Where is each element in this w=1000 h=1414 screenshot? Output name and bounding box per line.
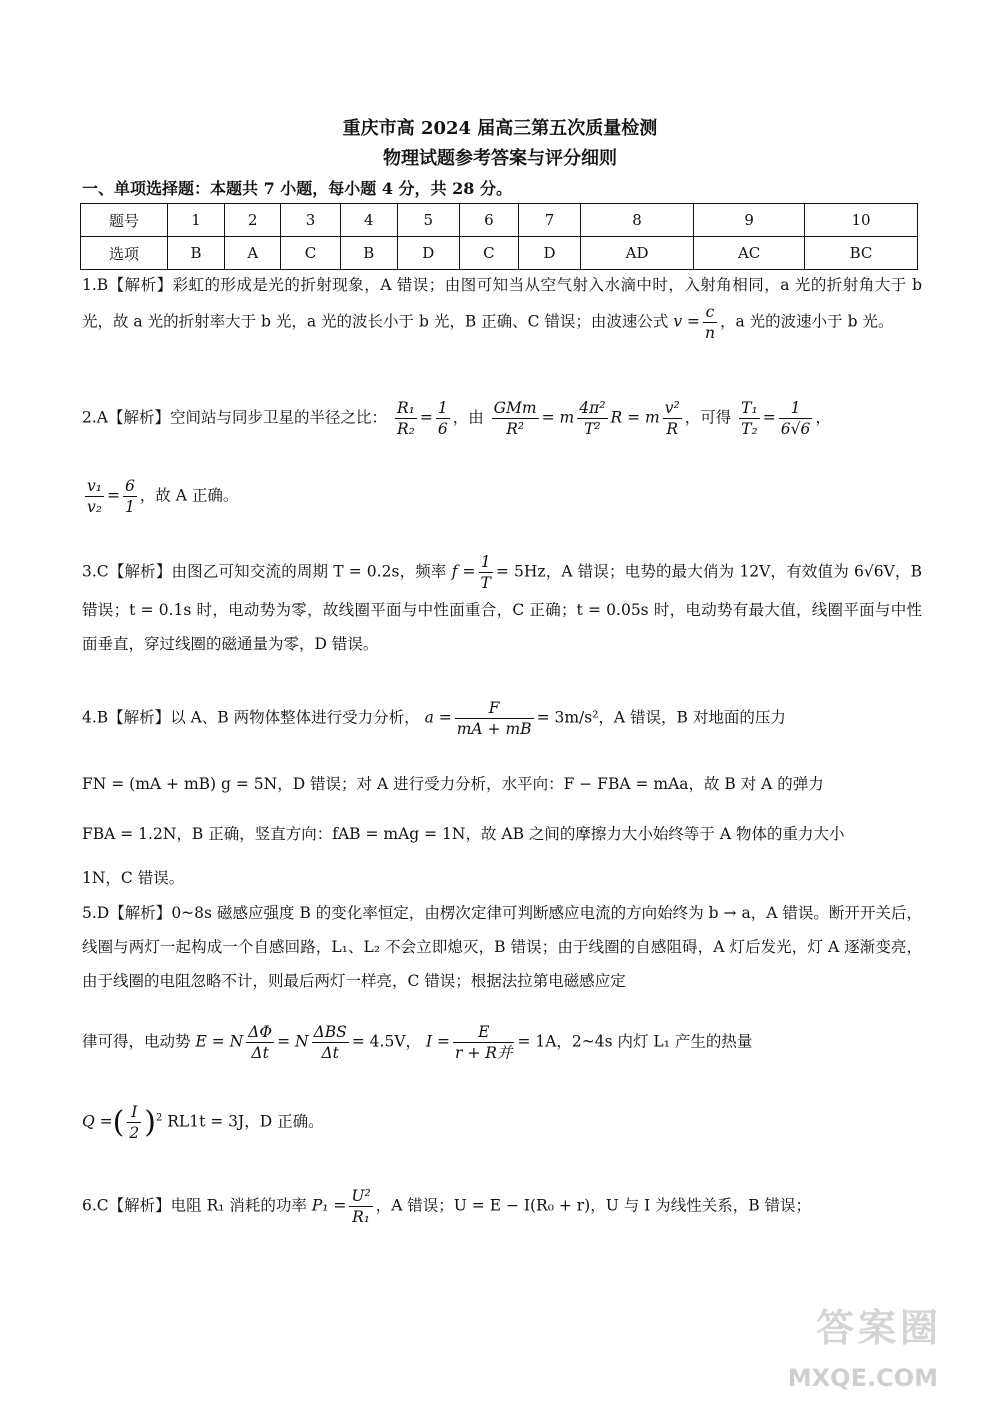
formula-fraction: $\frac{\text{U²}}{\text{R₁}}$ [351,1187,371,1226]
solution-q5: 5.D【解析】0~8s 磁感应强度 B 的变化率恒定，由楞次定律可判断感应电流的方向始终为 b → a，A 错误。断开开关后，线圈与两灯一起构成一个自感回路，L₁、L₂ 不会立即熄灭，B 错误；由于线圈的自感阻碍，A 灯后发光，灯 A 逐渐变亮，由于线圈的电阻忽略不计，则最后两灯一样亮，C 错误；根据法拉第电磁感应定 [82,904,922,990]
table-cell: D [519,237,581,270]
solution-q4: 4.B【解析】以 A、B 两物体整体进行受力分析， a = $\frac{F}{mA + mB}$ = 3m/s²，A 错误，B 对地面的压力 [82,699,786,738]
table-cell: 3 [281,204,340,237]
section-heading: 一、单项选择题：本题共 7 小题，每小题 4 分，共 28 分。 [82,179,512,198]
table-cell: 8 [580,204,693,237]
table-cell: C [281,237,340,270]
table-cell: AD [580,237,693,270]
solution-q4-line4: 1N，C 错误。 [82,869,185,887]
table-cell: 4 [340,204,397,237]
table-cell: C [459,237,518,270]
page-title: 重庆市高 2024 届高三第五次质量检测 [342,118,658,139]
formula-fraction: $\frac{c}{n}$ [705,303,716,342]
table-cell: 2 [225,204,281,237]
formula-fraction: $\frac{\text{R₁}}{\text{R₂}}$ [396,399,415,438]
watermark-logo: 答案圈 [815,1305,942,1350]
solution-label: 5.D【解析】 [82,904,172,922]
formula-fraction: E r + R并 [455,1023,513,1062]
formula-fraction: $\frac{1}{6√6}$ [780,399,811,438]
row-header: 选项 [81,237,168,270]
solution-q1: 1.B【解析】彩虹的形成是光的折射现象，A 错误；由图可知当从空气射入水滴中时，入射角相同，a 光的折射角大于 b 光，故 a 光的折射率大于 b 光，a 光的波长小于 b 光，B 正确、C 错误；由波速公式 v = $\frac{c}{n}$ ，a 光的波速小于 b 光。 [82,276,922,342]
formula-fraction: $\frac{\text{4π²}}{\text{T²}}$ [579,399,606,438]
solution-q6: 6.C【解析】电阻 R₁ 消耗的功率 P₁ = $\frac{\text{U²}}{\text{R₁}}$ ，A 错误；U = E − I(R₀ + r)，U 与 I 为线性关系，B 错误； [82,1187,812,1226]
solution-label: 4.B【解析】 [82,708,171,727]
table-cell: 10 [804,204,917,237]
solution-label: 6.C【解析】 [82,1196,171,1215]
formula-fraction: $\frac{I}{2}$ [129,1103,140,1142]
table-cell: 7 [519,204,581,237]
formula-fraction: $\frac{\text{v²}}{R}$ [664,399,680,438]
table-cell: D [397,237,459,270]
formula-fraction: GMm R² [493,399,537,438]
table-cell: 5 [397,204,459,237]
table-cell: B [340,237,397,270]
table-cell: 9 [694,204,805,237]
solution-q3: 3.C【解析】由图乙可知交流的周期 T = 0.2s，频率 f = $\frac{1}{T}$ = 5Hz，A 错误；电势的最大俏为 12V，有效值为 6√6V，B 错误；t = 0.1s 时，电动势为零，故线圈平面与中性面重合，C 正确；t = 0.05s 时，电动势有最大值，线圈平面与中性面垂直，穿过线圈的磁通量为零，D 错误。 [82,553,922,653]
solution-label: 3.C【解析】 [82,562,172,581]
table-row [81,237,918,270]
page-subtitle: 物理试题参考答案与评分细则 [383,148,617,169]
table-cell: BC [804,237,917,270]
table-row [81,204,918,237]
solution-q4-line2: FN = (mA + mB) g = 5N，D 错误；对 A 进行受力分析，水平向：F − FBA = mAa，故 B 对 A 的弹力 [82,775,824,793]
table-cell: 1 [168,204,225,237]
table-cell: 6 [459,204,518,237]
solution-label: 1.B【解析】 [82,276,173,294]
answer-table [80,203,918,270]
formula-fraction: $\frac{6}{1}$ [124,477,135,516]
solution-q4-line3: FBA = 1.2N，B 正确，竖直方向：fAB = mAg = 1N，故 AB 之间的摩擦力大小始终等于 A 物体的重力大小 [82,825,845,843]
formula-fraction: $\frac{\Delta\Phi}{\Delta t}$ [248,1023,273,1062]
formula-fraction: $\frac{\text{v₁}}{\text{v₂}}$ [87,477,102,516]
table-cell: B [168,237,225,270]
solution-q5-end: Q =( $\frac{I}{2}$ )$^2$ RL1t = 3J，D 正确。 [82,1103,324,1142]
watermark-url: MXQE.COM [787,1364,938,1392]
row-header: 题号 [81,204,168,237]
formula-fraction: $\frac{F}{mA + mB}$ [456,699,532,738]
solution-q2: 2.A【解析】空间站与同步卫星的半径之比： $\frac{\text{R₁}}{\text{R₂}}$ = $\frac{1}{6}$ ，由 GMm R² = m $\frac{\text{4π²}}{\text{T²}}$ R = m $\frac{\text{v²}}{R}$ ，可得 $\frac{\text{T₁}}{\text{T₂}}$ = $\frac{1}{6√6}$ ， [82,399,831,438]
solution-label: 2.A【解析】 [82,408,170,427]
formula-fraction: $\frac{\text{T₁}}{\text{T₂}}$ [741,399,758,438]
formula-fraction: ΔBS Δt [313,1023,347,1062]
formula-fraction: $\frac{1}{6}$ [437,399,448,438]
table-cell: AC [694,237,805,270]
solution-q2-cont: $\frac{\text{v₁}}{\text{v₂}}$ = $\frac{6}{1}$ ，故 A 正确。 [87,477,239,516]
table-cell: A [225,237,281,270]
formula-fraction: $\frac{1}{T}$ [480,553,491,592]
solution-q5-cont: 律可得，电动势 E = N $\frac{\Delta\Phi}{\Delta t}$ = N ΔBS Δt = 4.5V， I = E r + R并 = 1A，2~4s 内灯 L₁ 产生的热量 [82,1023,753,1062]
